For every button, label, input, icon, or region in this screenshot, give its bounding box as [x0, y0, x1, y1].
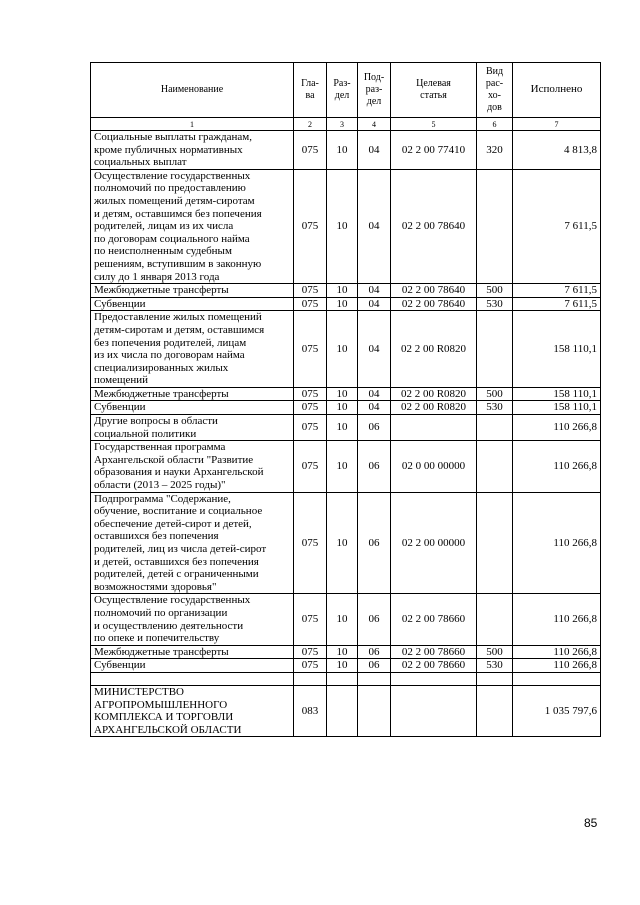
row-razdel: 10	[327, 401, 358, 415]
column-number: 4	[358, 118, 391, 131]
header-tselevaya: Целевая статья	[391, 63, 477, 118]
table-row	[91, 387, 601, 401]
row-name: Межбюджетные трансферты	[91, 645, 294, 659]
row-razdel: 10	[327, 387, 358, 401]
empty-cell	[513, 672, 601, 685]
row-glava: 075	[294, 311, 327, 388]
table-row	[91, 297, 601, 311]
row-vid	[477, 169, 513, 283]
row-glava: 075	[294, 131, 327, 170]
table-row	[91, 441, 601, 492]
row-name: Государственная программа Архангельской области "Развитие образования и науки Архангельской области (2013 – 2025 годы)"	[91, 441, 294, 492]
row-razdel: 10	[327, 594, 358, 645]
row-podrazdel: 06	[358, 594, 391, 645]
row-name: Осуществление государственных полномочий по организации и осуществлению деятельности по опеке и попечительству	[91, 594, 294, 645]
row-glava: 075	[294, 659, 327, 673]
row-tselevaya: 02 2 00 78640	[391, 169, 477, 283]
row-podrazdel: 04	[358, 131, 391, 170]
row-glava: 075	[294, 401, 327, 415]
row-ispolneno: 158 110,1	[513, 387, 601, 401]
ministry-name: МИНИСТЕРСТВО АГРОПРОМЫШЛЕННОГО КОМПЛЕКСА И ТОРГОВЛИ АРХАНГЕЛЬСКОЙ ОБЛАСТИ	[91, 685, 294, 736]
row-vid	[477, 311, 513, 388]
empty-cell	[477, 672, 513, 685]
row-name: Предоставление жилых помещений детям-сиротам и детям, оставшимся без попечения родителей, лицам из их числа по договорам найма специализированных жилых помещений	[91, 311, 294, 388]
empty-cell	[358, 685, 391, 736]
table-row	[91, 311, 601, 388]
header-ispolneno: Исполнено	[513, 63, 601, 118]
row-podrazdel: 06	[358, 659, 391, 673]
table-row	[91, 131, 601, 170]
row-vid	[477, 492, 513, 594]
header-name: Наименование	[91, 63, 294, 118]
table-row	[91, 415, 601, 441]
row-razdel: 10	[327, 311, 358, 388]
ministry-ispolneno: 1 035 797,6	[513, 685, 601, 736]
table-row	[91, 401, 601, 415]
row-vid	[477, 441, 513, 492]
row-razdel: 10	[327, 169, 358, 283]
row-podrazdel: 04	[358, 284, 391, 298]
row-name: Подпрограмма "Содержание, обучение, воспитание и социальное обеспечение детей-сирот и детей, оставшихся без попечения родителей, лиц из числа детей-сирот и детей, оставшихся без попечения родителей, детей с ограниченными возможностями здоровья"	[91, 492, 294, 594]
row-podrazdel: 04	[358, 387, 391, 401]
row-vid	[477, 594, 513, 645]
row-glava: 075	[294, 441, 327, 492]
row-tselevaya: 02 2 00 R0820	[391, 387, 477, 401]
row-ispolneno: 158 110,1	[513, 311, 601, 388]
row-glava: 075	[294, 284, 327, 298]
row-name: Межбюджетные трансферты	[91, 284, 294, 298]
row-ispolneno: 110 266,8	[513, 659, 601, 673]
empty-cell	[477, 685, 513, 736]
row-vid: 320	[477, 131, 513, 170]
row-ispolneno: 7 611,5	[513, 169, 601, 283]
ministry-row	[91, 685, 601, 736]
row-razdel: 10	[327, 441, 358, 492]
row-razdel: 10	[327, 131, 358, 170]
row-ispolneno: 7 611,5	[513, 284, 601, 298]
row-vid: 530	[477, 659, 513, 673]
row-glava: 075	[294, 415, 327, 441]
empty-cell	[294, 672, 327, 685]
row-name: Субвенции	[91, 659, 294, 673]
row-name: Субвенции	[91, 401, 294, 415]
row-ispolneno: 158 110,1	[513, 401, 601, 415]
page-number: 85	[584, 816, 598, 830]
header-glava: Гла- ва	[294, 63, 327, 118]
budget-table	[90, 62, 601, 737]
spacer-row	[91, 672, 601, 685]
empty-cell	[358, 672, 391, 685]
row-razdel: 10	[327, 284, 358, 298]
row-tselevaya: 02 2 00 77410	[391, 131, 477, 170]
column-number: 7	[513, 118, 601, 131]
row-ispolneno: 110 266,8	[513, 492, 601, 594]
row-tselevaya: 02 0 00 00000	[391, 441, 477, 492]
row-tselevaya: 02 2 00 78660	[391, 659, 477, 673]
empty-cell	[91, 672, 294, 685]
row-tselevaya	[391, 415, 477, 441]
row-tselevaya: 02 2 00 78640	[391, 284, 477, 298]
empty-cell	[391, 672, 477, 685]
table-row	[91, 284, 601, 298]
row-podrazdel: 04	[358, 169, 391, 283]
row-name: Субвенции	[91, 297, 294, 311]
row-tselevaya: 02 2 00 R0820	[391, 311, 477, 388]
row-podrazdel: 04	[358, 297, 391, 311]
row-vid: 530	[477, 297, 513, 311]
row-tselevaya: 02 2 00 R0820	[391, 401, 477, 415]
table-row	[91, 492, 601, 594]
row-podrazdel: 04	[358, 311, 391, 388]
row-name: Другие вопросы в области социальной политики	[91, 415, 294, 441]
row-vid: 530	[477, 401, 513, 415]
row-razdel: 10	[327, 659, 358, 673]
row-glava: 075	[294, 594, 327, 645]
table-header-row	[91, 63, 601, 118]
column-number: 5	[391, 118, 477, 131]
row-ispolneno: 110 266,8	[513, 594, 601, 645]
row-ispolneno: 110 266,8	[513, 441, 601, 492]
empty-cell	[391, 685, 477, 736]
row-podrazdel: 06	[358, 645, 391, 659]
column-number: 6	[477, 118, 513, 131]
table-row	[91, 659, 601, 673]
row-razdel: 10	[327, 415, 358, 441]
empty-cell	[327, 672, 358, 685]
row-tselevaya: 02 2 00 00000	[391, 492, 477, 594]
column-number: 2	[294, 118, 327, 131]
row-glava: 075	[294, 387, 327, 401]
row-glava: 075	[294, 297, 327, 311]
header-razdel: Раз- дел	[327, 63, 358, 118]
table-row	[91, 594, 601, 645]
row-vid: 500	[477, 645, 513, 659]
row-tselevaya: 02 2 00 78660	[391, 645, 477, 659]
row-ispolneno: 7 611,5	[513, 297, 601, 311]
row-ispolneno: 110 266,8	[513, 415, 601, 441]
row-razdel: 10	[327, 492, 358, 594]
row-tselevaya: 02 2 00 78640	[391, 297, 477, 311]
row-glava: 075	[294, 492, 327, 594]
row-ispolneno: 110 266,8	[513, 645, 601, 659]
row-name: Межбюджетные трансферты	[91, 387, 294, 401]
row-razdel: 10	[327, 645, 358, 659]
row-vid	[477, 415, 513, 441]
table-row	[91, 169, 601, 283]
row-glava: 075	[294, 169, 327, 283]
row-name: Социальные выплаты гражданам, кроме публичных нормативных социальных выплат	[91, 131, 294, 170]
row-podrazdel: 06	[358, 441, 391, 492]
row-podrazdel: 06	[358, 492, 391, 594]
header-vid: Вид рас- хо- дов	[477, 63, 513, 118]
column-number: 1	[91, 118, 294, 131]
row-podrazdel: 06	[358, 415, 391, 441]
row-glava: 075	[294, 645, 327, 659]
column-number: 3	[327, 118, 358, 131]
row-tselevaya: 02 2 00 78660	[391, 594, 477, 645]
column-number-row	[91, 118, 601, 131]
row-vid: 500	[477, 387, 513, 401]
ministry-glava: 083	[294, 685, 327, 736]
row-name: Осуществление государственных полномочий по предоставлению жилых помещений детям-сиротам и детям, оставшимся без попечения родителей, лицам из их числа по договорам социального найма по неисполненным судебным решениям, вступившим в законную силу до 1 января 2013 года	[91, 169, 294, 283]
header-podrazdel: Под- раз- дел	[358, 63, 391, 118]
table-row	[91, 645, 601, 659]
row-ispolneno: 4 813,8	[513, 131, 601, 170]
row-razdel: 10	[327, 297, 358, 311]
row-podrazdel: 04	[358, 401, 391, 415]
empty-cell	[327, 685, 358, 736]
row-vid: 500	[477, 284, 513, 298]
